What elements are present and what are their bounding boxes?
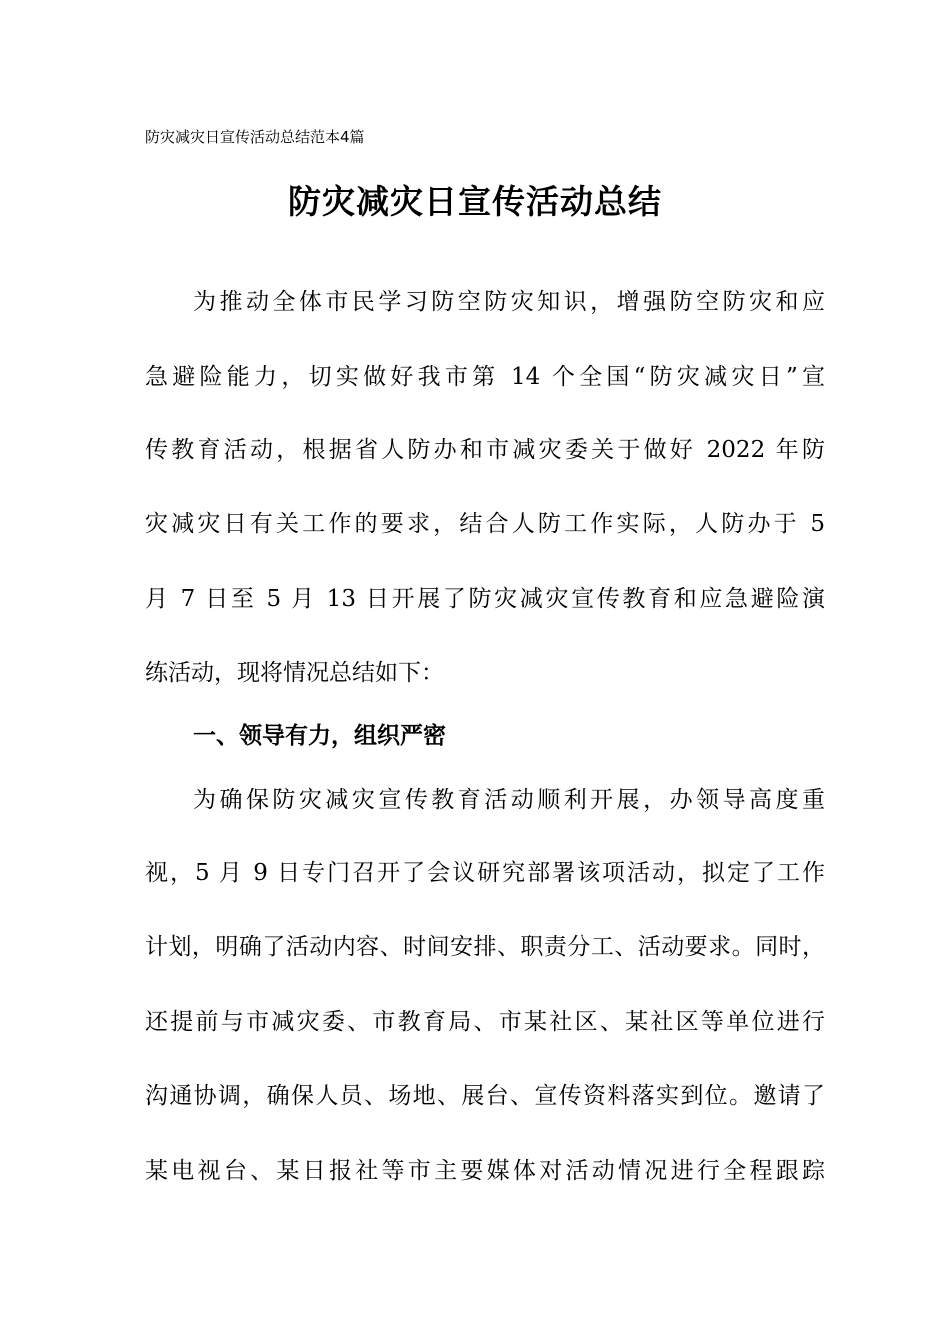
- paragraph-line: 练活动，现将情况总结如下：: [145, 660, 444, 686]
- document-header-note: 防灾减灾日宣传活动总结范本4篇: [145, 128, 365, 146]
- paragraph-line: 传教育活动，根据省人防办和市减灾委关于做好 2022 年防: [145, 437, 825, 463]
- document-title: 防灾减灾日宣传活动总结: [288, 182, 662, 221]
- section-heading: 一、领导有力，组织严密: [193, 723, 446, 749]
- paragraph-line: 沟通协调，确保人员、场地、展台、宣传资料落实到位。邀请了: [145, 1083, 825, 1109]
- paragraph-line: 还提前与市减灾委、市教育局、市某社区、某社区等单位进行: [145, 1009, 825, 1035]
- paragraph-line: 为确保防灾减灾宣传教育活动顺利开展，办领导高度重: [193, 787, 825, 813]
- paragraph-line: 急避险能力，切实做好我市第 14 个全国“防灾减灾日”宣: [145, 364, 825, 390]
- paragraph-line: 月 7 日至 5 月 13 日开展了防灾减灾宣传教育和应急避险演: [145, 586, 825, 612]
- paragraph-line: 计划，明确了活动内容、时间安排、职责分工、活动要求。同时，: [145, 934, 825, 960]
- paragraph-line: 为推动全体市民学习防空防灾知识，增强防空防灾和应: [193, 289, 825, 315]
- paragraph-line: 某电视台、某日报社等市主要媒体对活动情况进行全程跟踪: [145, 1158, 825, 1184]
- paragraph-line: 灾减灾日有关工作的要求，结合人防工作实际，人防办于 5: [145, 511, 825, 537]
- paragraph-line: 视，5 月 9 日专门召开了会议研究部署该项活动，拟定了工作: [145, 860, 825, 886]
